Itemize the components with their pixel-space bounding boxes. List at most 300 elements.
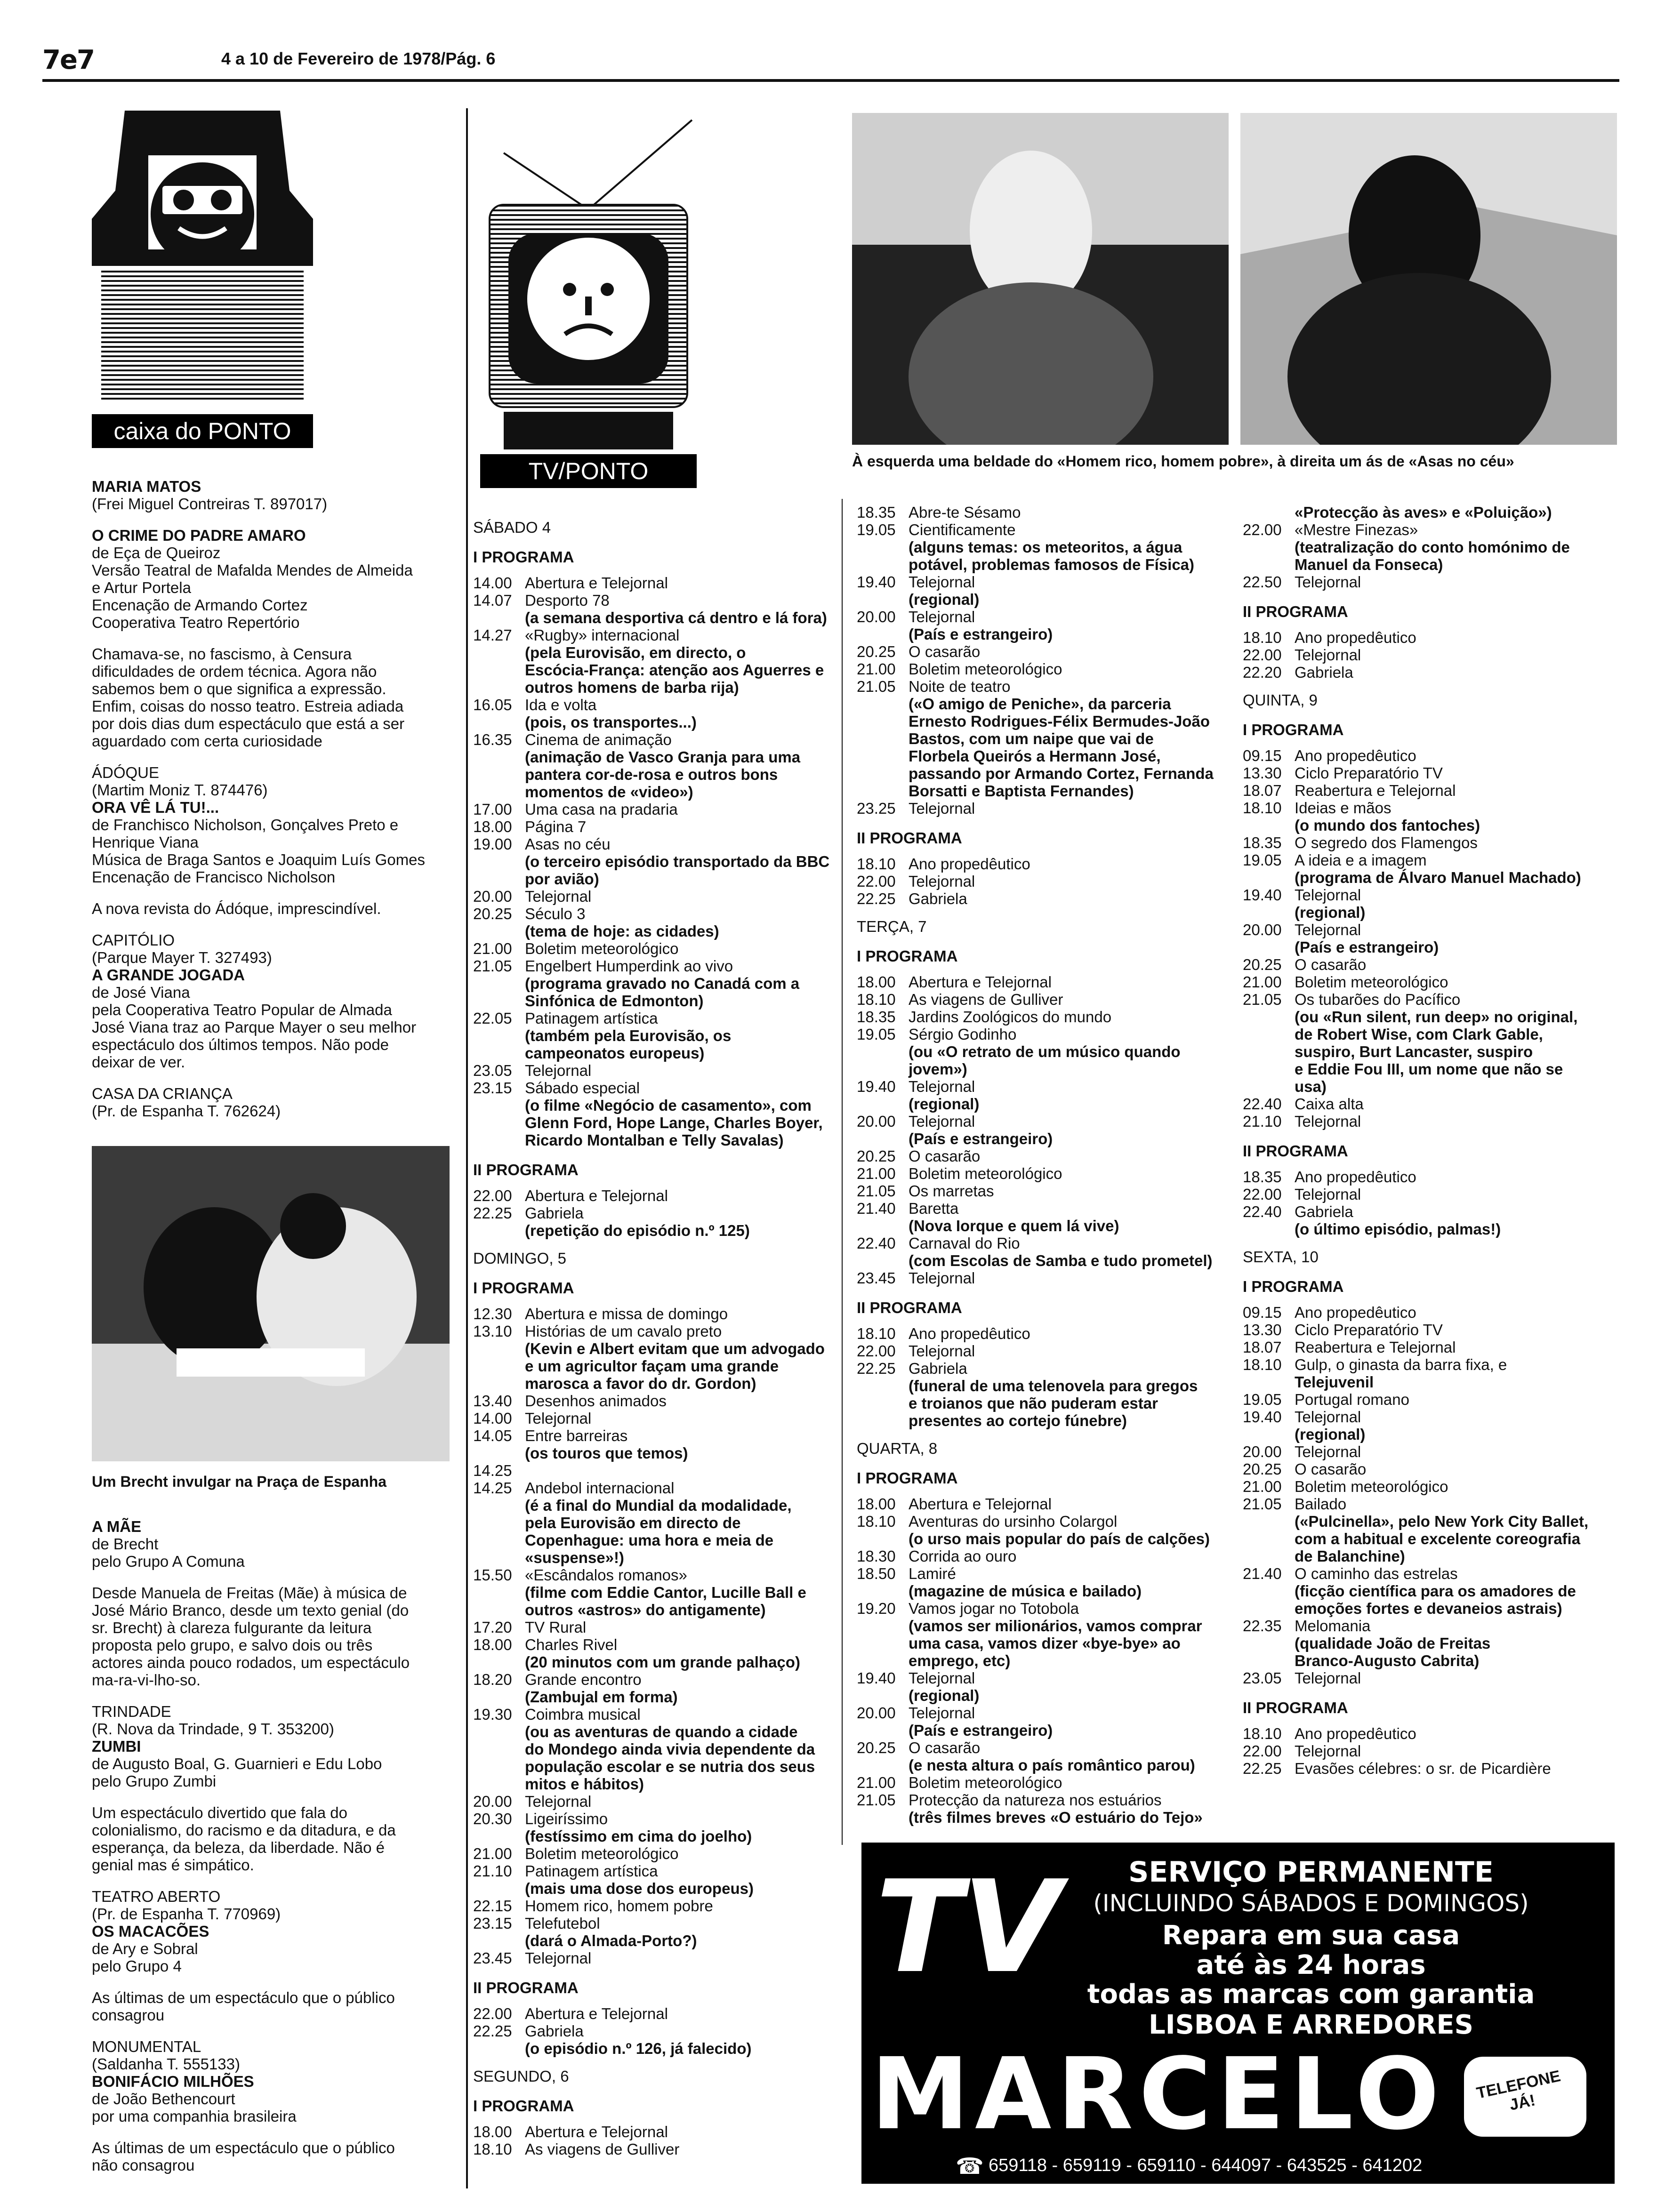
schedule-title: Telejornal bbox=[1295, 1186, 1361, 1203]
spacer bbox=[92, 750, 450, 764]
schedule-row bbox=[473, 1062, 836, 1079]
schedule-row bbox=[857, 1147, 1233, 1165]
schedule-time: 18.10 bbox=[1243, 799, 1282, 817]
schedule-row bbox=[1243, 991, 1619, 1008]
schedule-title: Abertura e Telejornal bbox=[525, 574, 668, 592]
listing-line: por uma companhia brasileira bbox=[92, 2108, 297, 2125]
schedule-time: 21.10 bbox=[473, 1862, 512, 1880]
column-divider bbox=[466, 108, 468, 2188]
schedule-title: Desenhos animados bbox=[525, 1392, 667, 1410]
channel-heading: I PROGRAMA bbox=[1243, 721, 1344, 738]
schedule-title: Telejornal bbox=[1295, 573, 1361, 591]
listing-line: A nova revista do Ádóque, imprescindível. bbox=[92, 900, 381, 917]
schedule-time: 21.05 bbox=[1243, 1495, 1282, 1513]
schedule-row bbox=[473, 1619, 836, 1636]
schedule-row bbox=[473, 1706, 836, 1723]
listing-line: de Brecht bbox=[92, 1535, 159, 1553]
schedule-title: Ano propedêutico bbox=[1295, 747, 1416, 764]
schedule-note: (o último episódio, palmas!) bbox=[1295, 1220, 1501, 1238]
schedule-title: Abertura e missa de domingo bbox=[525, 1305, 728, 1322]
schedule-title: Histórias de um cavalo preto bbox=[525, 1322, 722, 1340]
aviator-portrait-icon bbox=[1240, 113, 1617, 445]
schedule-note: Florbela Queirós a Hermann José, bbox=[909, 747, 1161, 765]
schedule-time: 18.10 bbox=[1243, 629, 1282, 646]
schedule-title: Boletim meteorológico bbox=[1295, 973, 1448, 991]
schedule-title: O casarão bbox=[1295, 1460, 1367, 1478]
schedule-row bbox=[1243, 1321, 1619, 1338]
schedule-note: («O amigo de Peniche», da parceria bbox=[909, 695, 1171, 713]
schedule-title: Telejornal bbox=[525, 1793, 592, 1810]
listing-title: ORA VÊ LÁ TU!... bbox=[92, 799, 219, 816]
schedule-title: Reabertura e Telejornal bbox=[1295, 1338, 1456, 1356]
schedule-time: 20.00 bbox=[857, 1704, 896, 1722]
schedule-time: 21.05 bbox=[857, 1791, 896, 1809]
schedule-title: Gabriela bbox=[909, 1360, 967, 1377]
schedule-time: 20.25 bbox=[473, 905, 512, 922]
schedule-note: (Kevin e Albert evitam que um advogado bbox=[525, 1340, 825, 1357]
schedule-time: 21.40 bbox=[857, 1200, 896, 1217]
schedule-title: Ano propedêutico bbox=[1295, 1725, 1416, 1742]
day-heading: SEGUNDO, 6 bbox=[473, 2068, 569, 2085]
schedule-row bbox=[473, 888, 836, 905]
listing-line: esperança, da beleza, da liberdade. Não é bbox=[92, 1839, 385, 1856]
schedule-row bbox=[857, 1078, 1233, 1095]
schedule-row bbox=[1243, 1203, 1619, 1220]
schedule-row bbox=[1243, 834, 1619, 851]
schedule-row bbox=[1243, 521, 1619, 538]
theatre-listings-bottom bbox=[92, 1518, 450, 2174]
schedule-title: Telejornal bbox=[909, 1078, 975, 1095]
schedule-row bbox=[857, 855, 1233, 873]
schedule-row bbox=[473, 1427, 836, 1444]
schedule-note: (País e estrangeiro) bbox=[909, 625, 1053, 643]
schedule-row bbox=[857, 1200, 1233, 1217]
schedule-time: 18.07 bbox=[1243, 782, 1282, 799]
schedule-title: Telejornal bbox=[525, 888, 592, 905]
schedule-title: Telejornal bbox=[909, 800, 975, 817]
schedule-note: (programa de Álvaro Manuel Machado) bbox=[1295, 869, 1581, 886]
tv-schedule-column-1 bbox=[473, 508, 836, 2158]
schedule-time: 22.00 bbox=[857, 873, 896, 890]
schedule-time: 20.00 bbox=[857, 608, 896, 625]
schedule-title: Portugal romano bbox=[1295, 1391, 1409, 1408]
schedule-row bbox=[857, 608, 1233, 625]
schedule-time: 18.35 bbox=[1243, 1168, 1282, 1186]
schedule-row bbox=[473, 940, 836, 957]
schedule-title: Boletim meteorológico bbox=[525, 1845, 679, 1862]
spacer bbox=[92, 917, 450, 931]
schedule-title: Século 3 bbox=[525, 905, 586, 922]
schedule-time: 23.25 bbox=[857, 800, 896, 817]
schedule-title: Homem rico, homem pobre bbox=[525, 1897, 713, 1915]
schedule-time: 21.00 bbox=[857, 1774, 896, 1791]
listing-line: (Pr. de Espanha T. 762624) bbox=[92, 1102, 281, 1120]
header-rule bbox=[42, 79, 1619, 82]
listing-line: consagrou bbox=[92, 2006, 165, 2024]
schedule-row bbox=[1243, 1760, 1619, 1777]
schedule-note: (regional) bbox=[909, 591, 980, 608]
listing-line: Desde Manuela de Freitas (Mãe) à música de bbox=[92, 1584, 407, 1602]
channel-heading: I PROGRAMA bbox=[473, 2097, 574, 2115]
schedule-row bbox=[1243, 1443, 1619, 1460]
schedule-row bbox=[1243, 1669, 1619, 1687]
spacer bbox=[92, 2125, 450, 2139]
schedule-row bbox=[473, 1305, 836, 1322]
schedule-time: 22.25 bbox=[473, 1204, 512, 1222]
schedule-row bbox=[1243, 1391, 1619, 1408]
day-heading: QUARTA, 8 bbox=[857, 1440, 938, 1457]
schedule-time: 23.45 bbox=[473, 1949, 512, 1967]
schedule-note: (ou «O retrato de um músico quando bbox=[909, 1043, 1181, 1060]
schedule-title: Abertura e Telejornal bbox=[525, 2005, 668, 2022]
schedule-title: Boletim meteorológico bbox=[1295, 1478, 1448, 1495]
schedule-note: (regional) bbox=[909, 1095, 980, 1113]
schedule-time: 21.10 bbox=[1243, 1113, 1282, 1130]
schedule-row bbox=[857, 678, 1233, 695]
schedule-time: 14.07 bbox=[473, 592, 512, 609]
schedule-row bbox=[473, 1566, 836, 1584]
schedule-time: 14.00 bbox=[473, 1410, 512, 1427]
schedule-time: 18.10 bbox=[1243, 1725, 1282, 1742]
phone-icon: ☎ bbox=[956, 2154, 984, 2179]
schedule-time: 22.00 bbox=[1243, 1742, 1282, 1760]
schedule-row bbox=[1243, 1742, 1619, 1760]
schedule-time: 16.35 bbox=[473, 731, 512, 748]
schedule-time: 20.25 bbox=[1243, 1460, 1282, 1478]
listing-line: actores ainda pouco rodados, um espectáculo bbox=[92, 1654, 410, 1671]
day-heading: SEXTA, 10 bbox=[1243, 1248, 1319, 1266]
schedule-row bbox=[473, 1479, 836, 1497]
caixa-illustration bbox=[92, 111, 313, 449]
schedule-time: 22.00 bbox=[473, 1187, 512, 1204]
channel-heading: II PROGRAMA bbox=[1243, 1142, 1348, 1160]
schedule-time: 18.00 bbox=[857, 1495, 896, 1513]
schedule-time: 20.25 bbox=[857, 1147, 896, 1165]
listing-line: dificuldades de ordem técnica. Agora não bbox=[92, 663, 377, 680]
ad-line-6: LISBOA E ARREDORES bbox=[1149, 2010, 1473, 2040]
schedule-row bbox=[1243, 1617, 1619, 1635]
schedule-row bbox=[1243, 646, 1619, 664]
schedule-row bbox=[857, 1739, 1233, 1756]
schedule-time: 22.00 bbox=[857, 1342, 896, 1360]
schedule-time: 19.40 bbox=[857, 573, 896, 591]
schedule-time: 19.30 bbox=[473, 1706, 512, 1723]
listing-line: de João Bethencourt bbox=[92, 2090, 235, 2108]
schedule-title: Melomania bbox=[1295, 1617, 1371, 1635]
schedule-time: 21.00 bbox=[473, 940, 512, 957]
spacer bbox=[92, 2024, 450, 2038]
listing-line: pela Cooperativa Teatro Popular de Almada bbox=[92, 1001, 392, 1018]
schedule-note: potável, problemas famosos de Física) bbox=[909, 556, 1195, 573]
schedule-note: («Pulcinella», pelo New York City Ballet, bbox=[1295, 1513, 1589, 1530]
schedule-title: Telejornal bbox=[1295, 1443, 1361, 1460]
schedule-title: Patinagem artística bbox=[525, 1862, 658, 1880]
tv-schedule-column-3 bbox=[1243, 504, 1619, 1777]
tv-illustration bbox=[475, 111, 701, 454]
schedule-row bbox=[473, 1204, 836, 1222]
schedule-title: Telejornal bbox=[525, 1949, 592, 1967]
listing-line: As últimas de um espectáculo que o público bbox=[92, 2139, 395, 2156]
schedule-title: Aventuras do ursinho Colargol bbox=[909, 1513, 1118, 1530]
schedule-row bbox=[473, 2140, 836, 2158]
schedule-title: Gabriela bbox=[1295, 664, 1353, 681]
schedule-row bbox=[857, 1774, 1233, 1791]
schedule-note: (teatralização do conto homónimo de bbox=[1295, 538, 1570, 556]
spacer bbox=[92, 1071, 450, 1085]
schedule-note: (magazine de música e bailado) bbox=[909, 1582, 1142, 1600]
schedule-time: 18.50 bbox=[857, 1565, 896, 1582]
channel-heading: II PROGRAMA bbox=[473, 1161, 579, 1178]
schedule-row bbox=[473, 626, 836, 644]
schedule-note: (alguns temas: os meteoritos, a água bbox=[909, 538, 1182, 556]
listing-line: ma-ra-vi-lho-so. bbox=[92, 1671, 201, 1689]
schedule-time: 20.00 bbox=[1243, 921, 1282, 938]
schedule-row bbox=[473, 835, 836, 853]
listing-line: de Eça de Queiroz bbox=[92, 544, 221, 561]
schedule-title: Telejornal bbox=[909, 1342, 975, 1360]
schedule-time: 18.00 bbox=[857, 973, 896, 991]
schedule-title: Ida e volta bbox=[525, 696, 597, 713]
schedule-title: Evasões célebres: o sr. de Picardière bbox=[1295, 1760, 1551, 1777]
listing-title: O CRIME DO PADRE AMARO bbox=[92, 527, 306, 544]
listing-line: pelo Grupo 4 bbox=[92, 1957, 182, 1975]
schedule-note: (filme com Eddie Cantor, Lucille Ball e bbox=[525, 1584, 806, 1601]
schedule-time: 20.00 bbox=[473, 1793, 512, 1810]
schedule-title: Caixa alta bbox=[1295, 1095, 1364, 1113]
schedule-title: Telejornal bbox=[909, 1269, 975, 1287]
schedule-note: (a semana desportiva cá dentro e lá fora) bbox=[525, 609, 827, 626]
spacer bbox=[92, 1790, 450, 1804]
schedule-note: e troianos que não puderam estar bbox=[909, 1395, 1158, 1412]
schedule-title: Asas no céu bbox=[525, 835, 611, 853]
schedule-time: 09.15 bbox=[1243, 747, 1282, 764]
schedule-note: (País e estrangeiro) bbox=[909, 1722, 1053, 1739]
schedule-time: 19.40 bbox=[1243, 886, 1282, 904]
schedule-row bbox=[857, 1182, 1233, 1200]
schedule-note: (ou «Run silent, run deep» no original, bbox=[1295, 1008, 1578, 1026]
schedule-row bbox=[473, 905, 836, 922]
listing-line: (Martim Moniz T. 874476) bbox=[92, 781, 268, 799]
schedule-time: 23.15 bbox=[473, 1915, 512, 1932]
schedule-time: 21.05 bbox=[1243, 991, 1282, 1008]
schedule-title: Jardins Zoológicos do mundo bbox=[909, 1008, 1112, 1026]
day-heading: SÁBADO 4 bbox=[473, 519, 551, 536]
channel-heading: I PROGRAMA bbox=[1243, 1278, 1344, 1295]
day-heading: QUINTA, 9 bbox=[1243, 691, 1318, 709]
listing-line: genial mas é simpático. bbox=[92, 1856, 254, 1874]
schedule-title: «Rugby» internacional bbox=[525, 626, 680, 644]
spacer bbox=[92, 631, 450, 645]
schedule-title: Boletim meteorológico bbox=[909, 1774, 1062, 1791]
schedule-row bbox=[1243, 782, 1619, 799]
tv-set-icon bbox=[475, 111, 701, 454]
schedule-time: 09.15 bbox=[1243, 1304, 1282, 1321]
listing-line: (Parque Mayer T. 327493) bbox=[92, 949, 272, 966]
schedule-title: «Mestre Finezas» bbox=[1295, 521, 1418, 538]
schedule-title: Telejornal bbox=[909, 573, 975, 591]
schedule-title: Telejornal bbox=[1295, 1669, 1361, 1687]
caixa-label: caixa do PONTO bbox=[92, 414, 313, 448]
schedule-row bbox=[473, 1462, 836, 1479]
schedule-row bbox=[857, 1600, 1233, 1617]
schedule-note: população escolar e se nutria dos seus bbox=[525, 1758, 815, 1775]
listing-line: de Franchisco Nicholson, Gonçalves Preto e bbox=[92, 816, 399, 834]
schedule-title: Abre-te Sésamo bbox=[909, 504, 1021, 521]
schedule-title: Página 7 bbox=[525, 818, 587, 835]
schedule-time: 18.07 bbox=[1243, 1338, 1282, 1356]
schedule-time: 18.10 bbox=[857, 1325, 896, 1342]
schedule-time: 18.35 bbox=[1243, 834, 1282, 851]
schedule-time: 18.10 bbox=[1243, 1356, 1282, 1373]
schedule-time: 22.35 bbox=[1243, 1617, 1282, 1635]
schedule-row bbox=[473, 1949, 836, 1967]
schedule-row bbox=[473, 1322, 836, 1340]
schedule-time: 22.25 bbox=[473, 2022, 512, 2040]
schedule-title: Telejornal bbox=[1295, 646, 1361, 664]
schedule-row bbox=[857, 1513, 1233, 1530]
schedule-title: Os tubarões do Pacífico bbox=[1295, 991, 1461, 1008]
schedule-title: Ano propedêutico bbox=[909, 855, 1030, 873]
schedule-title bbox=[525, 1462, 836, 1479]
schedule-row bbox=[1243, 1168, 1619, 1186]
schedule-time: 18.35 bbox=[857, 504, 896, 521]
ad-line-1: SERVIÇO PERMANENTE bbox=[1128, 1856, 1494, 1889]
schedule-title: Uma casa na pradaria bbox=[525, 801, 678, 818]
mask-illustration-icon bbox=[92, 111, 313, 449]
issue-date: 4 a 10 de Fevereiro de 1978/Pág. 6 bbox=[221, 49, 496, 68]
ad-line-2: (INCLUINDO SÁBADOS E DOMINGOS) bbox=[1093, 1890, 1529, 1917]
schedule-title: Ciclo Preparatório TV bbox=[1295, 764, 1443, 782]
schedule-note: com a habitual e excelente coreografia bbox=[1295, 1530, 1581, 1547]
schedule-note: «Protecção às aves» e «Poluição») bbox=[1295, 504, 1552, 521]
schedule-note: (três filmes breves «O estuário do Tejo» bbox=[909, 1809, 1203, 1826]
channel-heading: II PROGRAMA bbox=[1243, 603, 1348, 620]
listing-line: MONUMENTAL bbox=[92, 2038, 201, 2055]
schedule-row bbox=[1243, 799, 1619, 817]
schedule-row bbox=[473, 696, 836, 713]
schedule-row bbox=[857, 973, 1233, 991]
schedule-time: 19.20 bbox=[857, 1600, 896, 1617]
schedule-note: emprego, etc) bbox=[909, 1652, 1011, 1669]
schedule-row bbox=[857, 660, 1233, 678]
schedule-note: (programa gravado no Canadá com a bbox=[525, 975, 800, 992]
schedule-title: Cientificamente bbox=[909, 521, 1016, 538]
schedule-time: 17.20 bbox=[473, 1619, 512, 1636]
tv-ponto-label: TV/PONTO bbox=[480, 454, 697, 488]
schedule-time: 18.10 bbox=[857, 855, 896, 873]
schedule-time: 19.00 bbox=[473, 835, 512, 853]
schedule-note: marosca a favor do dr. Gordon) bbox=[525, 1375, 756, 1392]
schedule-title: Grande encontro bbox=[525, 1671, 642, 1688]
schedule-title: Telejornal bbox=[1295, 1113, 1361, 1130]
schedule-row bbox=[473, 2022, 836, 2040]
schedule-time: 22.40 bbox=[1243, 1203, 1282, 1220]
schedule-time: 19.05 bbox=[1243, 1391, 1282, 1408]
schedule-title: Gabriela bbox=[1295, 1203, 1353, 1220]
spacer bbox=[92, 513, 450, 527]
listing-line: pelo Grupo Zumbi bbox=[92, 1772, 217, 1790]
schedule-time: 20.00 bbox=[1243, 1443, 1282, 1460]
schedule-title: Ano propedêutico bbox=[1295, 629, 1416, 646]
listing-line: e Artur Portela bbox=[92, 579, 191, 596]
schedule-title: TV Rural bbox=[525, 1619, 587, 1636]
schedule-note: usa) bbox=[1295, 1078, 1327, 1095]
schedule-time: 20.25 bbox=[857, 1739, 896, 1756]
spacer bbox=[92, 1975, 450, 1989]
schedule-row bbox=[473, 1793, 836, 1810]
listing-line: As últimas de um espectáculo que o público bbox=[92, 1989, 395, 2006]
schedule-time: 16.05 bbox=[473, 696, 512, 713]
listing-line: Encenação de Francisco Nicholson bbox=[92, 868, 336, 886]
schedule-time: 20.00 bbox=[857, 1113, 896, 1130]
schedule-note: de Robert Wise, com Clark Gable, bbox=[1295, 1026, 1543, 1043]
schedule-time: 19.40 bbox=[1243, 1408, 1282, 1426]
schedule-row bbox=[1243, 851, 1619, 869]
schedule-row bbox=[473, 957, 836, 975]
schedule-note: (qualidade João de Freitas bbox=[1295, 1635, 1491, 1652]
schedule-row bbox=[1243, 1113, 1619, 1130]
schedule-row bbox=[1243, 1460, 1619, 1478]
listing-line: Enfim, coisas do nosso teatro. Estreia adiada bbox=[92, 697, 404, 715]
listing-line: Cooperativa Teatro Repertório bbox=[92, 614, 300, 631]
schedule-title: Gabriela bbox=[525, 2022, 584, 2040]
schedule-time: 21.40 bbox=[1243, 1565, 1282, 1582]
schedule-time: 13.40 bbox=[473, 1392, 512, 1410]
schedule-time: 22.40 bbox=[857, 1234, 896, 1252]
schedule-row bbox=[1243, 1338, 1619, 1356]
schedule-note: (o episódio n.º 126, já falecido) bbox=[525, 2040, 752, 2057]
schedule-time: 21.05 bbox=[473, 957, 512, 975]
schedule-time: 13.30 bbox=[1243, 1321, 1282, 1338]
schedule-note: (funeral de uma telenovela para gregos bbox=[909, 1377, 1198, 1395]
schedule-title: Telejornal bbox=[1295, 921, 1361, 938]
theatre-listings-top bbox=[92, 478, 450, 1120]
schedule-time: 13.10 bbox=[473, 1322, 512, 1340]
schedule-row bbox=[1243, 764, 1619, 782]
schedule-time: 17.00 bbox=[473, 801, 512, 818]
schedule-row bbox=[857, 1325, 1233, 1342]
schedule-time: 22.00 bbox=[1243, 1186, 1282, 1203]
schedule-time: 21.00 bbox=[857, 660, 896, 678]
schedule-time: 19.40 bbox=[857, 1669, 896, 1687]
schedule-note: (regional) bbox=[1295, 1426, 1366, 1443]
schedule-note: (o urso mais popular do país de calções) bbox=[909, 1530, 1210, 1547]
schedule-title: Telejornal bbox=[909, 873, 975, 890]
schedule-time: 14.27 bbox=[473, 626, 512, 644]
channel-heading: I PROGRAMA bbox=[857, 1469, 958, 1487]
schedule-title: Cinema de animação bbox=[525, 731, 672, 748]
schedule-time: 22.25 bbox=[857, 1360, 896, 1377]
schedule-note: (Nova Iorque e quem lá vive) bbox=[909, 1217, 1119, 1234]
schedule-title: Noite de teatro bbox=[909, 678, 1011, 695]
listing-line: (R. Nova da Trindade, 9 T. 353200) bbox=[92, 1720, 334, 1738]
schedule-time: 20.30 bbox=[473, 1810, 512, 1827]
schedule-row bbox=[473, 818, 836, 835]
schedule-title: Gabriela bbox=[525, 1204, 584, 1222]
schedule-time: 19.05 bbox=[857, 1026, 896, 1043]
listing-line: TRINDADE bbox=[92, 1703, 171, 1720]
schedule-time: 22.00 bbox=[473, 2005, 512, 2022]
schedule-title: Boletim meteorológico bbox=[909, 1165, 1062, 1182]
schedule-time: 19.05 bbox=[1243, 851, 1282, 869]
listing-line: (Saldanha T. 555133) bbox=[92, 2055, 240, 2073]
schedule-note: Copenhague: uma hora e meia de bbox=[525, 1531, 774, 1549]
schedule-note: (animação de Vasco Granja para uma bbox=[525, 748, 801, 766]
schedule-note: Borsatti e Baptista Fernandes) bbox=[909, 782, 1134, 800]
schedule-row bbox=[473, 2123, 836, 2140]
ad-line-5: todas as marcas com garantia bbox=[1087, 1979, 1535, 2010]
schedule-row bbox=[1243, 664, 1619, 681]
